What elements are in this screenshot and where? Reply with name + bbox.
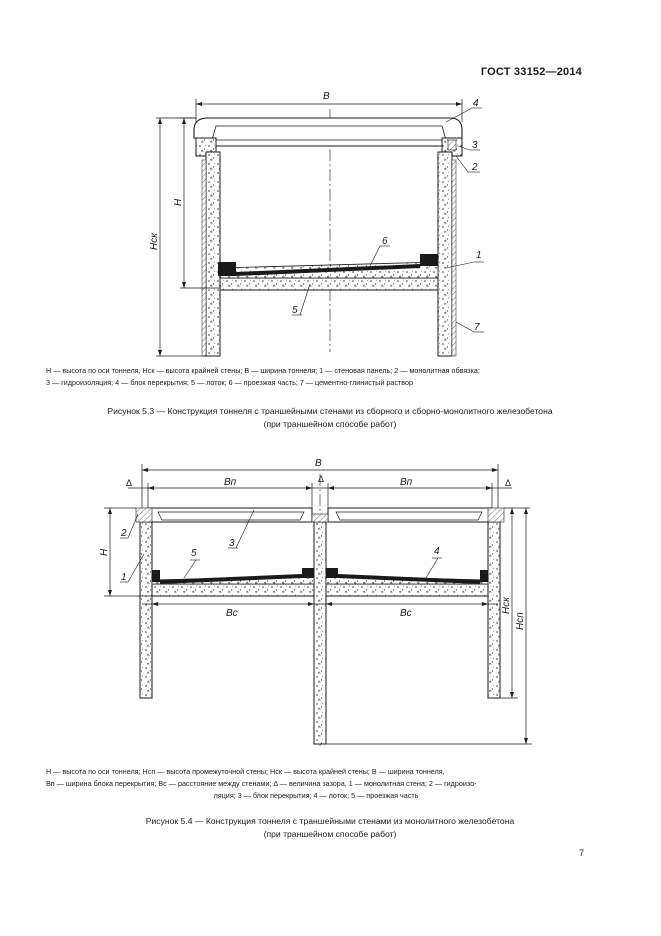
fig1-label-2: 2 <box>472 162 478 173</box>
fig2-label-Bc1: Bс <box>226 608 238 619</box>
fig2-label-delta3: Δ <box>505 478 512 488</box>
fig2-legend-line2: Bп — ширина блока перекрытия; Bс — расстояние между стенами; Δ — величина зазора, 1 — монолитная стена; 2 — гидроизо- <box>46 779 477 788</box>
fig2-label-Bp1: Bп <box>224 477 237 488</box>
fig2-right-wall <box>488 522 500 698</box>
fig1-floor-slab <box>220 278 438 290</box>
fig2-left-wall <box>140 522 152 698</box>
fig1-label-4: 4 <box>473 98 479 109</box>
fig2-floor-right <box>326 584 488 596</box>
fig2-label-1: 1 <box>121 572 127 583</box>
fig1-legend-line1: H — высота по оси тоннеля, Hск — высота крайней стены; B — ширина тоннеля; 1 — стеновая панель; 2 — монолитная обвязка; <box>46 366 480 375</box>
figure-5-3-drawing <box>0 0 661 370</box>
fig2-label-3: 3 <box>229 538 235 549</box>
figure-5-4-drawing <box>0 450 661 760</box>
page-number: 7 <box>578 848 584 858</box>
fig1-label-3: 3 <box>472 140 478 151</box>
fig2-label-delta1: Δ <box>126 478 133 488</box>
fig2-caption-line1: Рисунок 5.4 — Конструкция тоннеля с траншейными стенами из монолитного железобетона <box>145 816 515 826</box>
fig1-right-wall <box>438 152 452 356</box>
fig1-caption-line1: Рисунок 5.3 — Конструкция тоннеля с траншейными стенами из сборного и сборно-монолитного железобетона <box>107 406 553 416</box>
fig1-label-1: 1 <box>476 250 482 261</box>
fig1-left-wall <box>206 152 220 356</box>
fig2-label-5: 5 <box>191 548 197 559</box>
fig2-label-4: 4 <box>434 546 440 557</box>
fig1-label-5: 5 <box>292 305 298 316</box>
fig1-caption <box>40 405 620 430</box>
fig2-caption-line2: (при траншейном способе работ) <box>263 828 397 839</box>
fig2-label-Bc2: Bс <box>400 608 412 619</box>
fig2-label-Hsp: Hсп <box>515 612 526 630</box>
fig2-label-H: H <box>99 548 110 556</box>
fig1-label-Hsk: Hск <box>149 233 160 250</box>
fig2-label-2: 2 <box>121 528 127 539</box>
fig2-legend-line1: H — высота по оси тоннеля; Hсп — высота промежуточной стены; Hск — высота крайней стены; B — ширина тоннеля, <box>46 767 445 776</box>
fig2-legend-line3: ляция; 3 — блок перекрытия; 4 — лоток; 5 — проезжая часть <box>213 791 419 800</box>
fig2-middle-wall <box>314 522 326 744</box>
fig2-label-delta2: Δ <box>318 474 325 484</box>
fig2-label-B: B <box>315 458 322 469</box>
fig2-label-Hsk: Hск <box>501 597 512 614</box>
fig1-caption-line2: (при траншейном способе работ) <box>263 418 397 429</box>
fig2-label-Bp2: Bп <box>400 477 413 488</box>
standard-number: ГОСТ 33152—2014 <box>480 66 582 78</box>
fig2-floor-left <box>152 584 314 596</box>
fig2-legend <box>46 766 586 802</box>
fig1-legend-line2: 3 — гидроизоляция; 4 — блок перекрытия; 5 — лоток; 6 — проезжая часть; 7 — цементно-глинистый раствор <box>46 378 413 387</box>
fig1-label-6: 6 <box>382 236 388 247</box>
fig1-label-B: B <box>323 91 330 102</box>
fig1-label-H: H <box>173 198 184 206</box>
fig1-roof-block <box>194 118 462 146</box>
fig1-label-7: 7 <box>474 322 480 333</box>
fig1-legend <box>46 365 586 389</box>
fig2-caption <box>40 815 620 840</box>
